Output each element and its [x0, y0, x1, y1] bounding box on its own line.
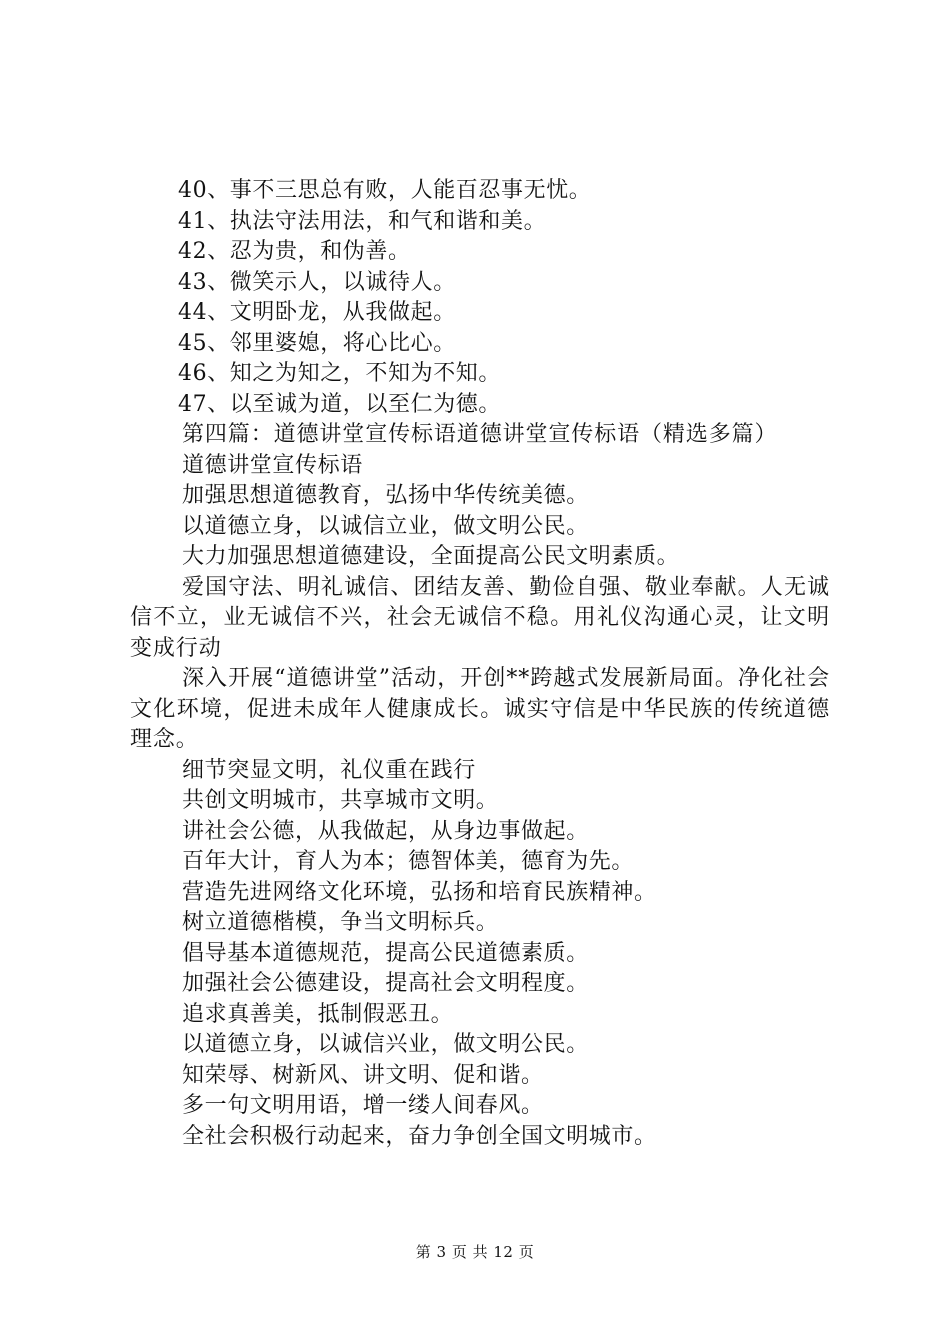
list-item: 42、忍为贵，和伪善。 — [178, 239, 411, 264]
list-item: 共创文明城市，共享城市文明。 — [182, 788, 499, 813]
paragraph-virtues: 爱国守法、明礼诚信、团结友善、勤俭自强、敬业奉献。人无诚信不立，业无诚信不兴，社会无诚信不稳。用礼仪沟通心灵，让文明变成行动 — [130, 574, 830, 661]
list-item: 知荣辱、树新风、讲文明、促和谐。 — [182, 1062, 544, 1088]
slogan-list-b — [130, 756, 830, 1153]
list-item: 加强社会公德建设，提高社会文明程度。 — [182, 971, 589, 996]
list-item: 40、事不三思总有败，人能百忍事无忧。 — [178, 178, 592, 203]
section-heading: 第四篇：道德讲堂宣传标语道德讲堂宣传标语（精选多篇） — [182, 422, 778, 447]
list-item: 细节突显文明，礼仪重在践行 — [182, 757, 476, 783]
slogan-list-a — [130, 481, 830, 573]
list-item: 47、以至诚为道，以至仁为德。 — [178, 391, 501, 417]
list-item: 加强思想道德教育，弘扬中华传统美德。 — [182, 483, 589, 508]
page-footer: 第 3 页 共 12 页 — [415, 1243, 535, 1261]
list-item: 多一句文明用语，增一缕人间春风。 — [182, 1093, 544, 1118]
list-item: 树立道德楷模，争当文明标兵。 — [182, 910, 499, 935]
list-item: 大力加强思想道德建设，全面提高公民文明素质。 — [182, 544, 680, 569]
list-item: 倡导基本道德规范，提高公民道德素质。 — [182, 940, 589, 966]
list-item: 以道德立身，以诚信立业，做文明公民。 — [182, 513, 589, 539]
numbered-list — [130, 176, 830, 420]
list-item: 追求真善美，抵制假恶丑。 — [182, 1001, 454, 1027]
list-item: 41、执法守法用法，和气和谐和美。 — [178, 208, 547, 234]
list-item: 营造先进网络文化环境，弘扬和培育民族精神。 — [182, 879, 657, 905]
list-item: 44、文明卧龙，从我做起。 — [178, 300, 456, 325]
list-item: 全社会积极行动起来，奋力争创全国文明城市。 — [182, 1123, 657, 1149]
list-item: 43、微笑示人，以诚待人。 — [178, 269, 456, 295]
paragraph-moral-lecture: 深入开展“道德讲堂”活动，开创**跨越式发展新局面。净化社会文化环境，促进未成年人健康成长。诚实守信是中华民族的传统道德理念。 — [130, 666, 830, 752]
sub-title: 道德讲堂宣传标语 — [182, 452, 363, 478]
list-item: 百年大计，育人为本；德智体美，德育为先。 — [182, 849, 635, 874]
list-item: 讲社会公德，从我做起，从身边事做起。 — [182, 818, 589, 844]
list-item: 46、知之为知之，不知为不知。 — [178, 361, 501, 386]
list-item: 以道德立身，以诚信兴业，做文明公民。 — [182, 1032, 589, 1057]
page-content — [130, 176, 830, 1152]
list-item: 45、邻里婆媳，将心比心。 — [178, 330, 456, 356]
